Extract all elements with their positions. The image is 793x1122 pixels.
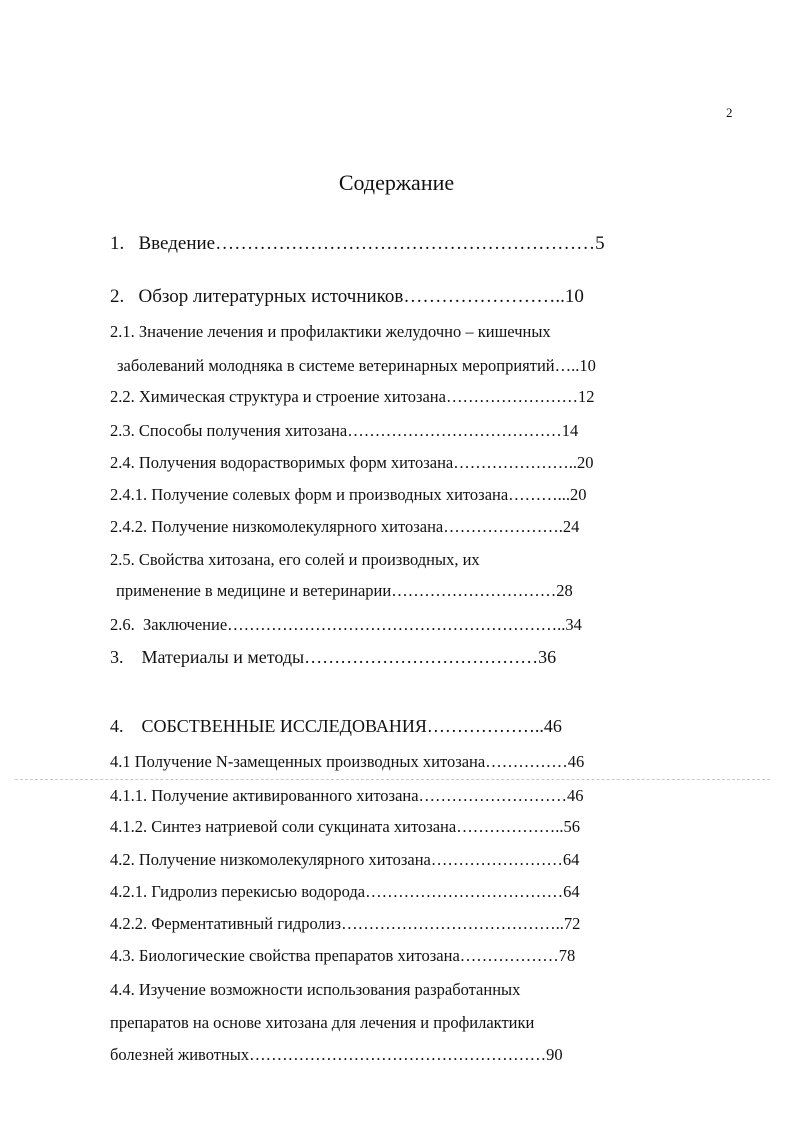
toc-entry: 2. Обзор литературных источников……………………..10 (110, 286, 584, 307)
toc-entry: 3. Материалы и методы…………………………………36 (110, 647, 557, 667)
toc-entry-continuation: заболеваний молодняка в системе ветеринарных мероприятий…..10 (117, 356, 596, 375)
toc-entry: 4.1.2. Синтез натриевой соли сукцината хитозана………………..56 (110, 817, 580, 836)
toc-entry: 2.3. Способы получения хитозана…………………………………14 (110, 421, 579, 440)
toc-entry: 4.2. Получение низкомолекулярного хитозана……………………64 (110, 850, 580, 869)
toc-entry: 2.2. Химическая структура и строение хитозана……………………12 (110, 387, 595, 406)
toc-entry: 2.4.2. Получение низкомолекулярного хитозана………………….24 (110, 517, 580, 536)
toc-entry-continuation: болезней животных………………………………………………90 (110, 1045, 563, 1064)
toc-entry: 2.6. Заключение……………………………………………………..34 (110, 615, 582, 634)
toc-entry: 2.4.1. Получение солевых форм и производных хитозана………...20 (110, 485, 587, 504)
toc-entry: 4.1.1. Получение активированного хитозана………………………46 (110, 786, 584, 805)
toc-entry: 4.2.1. Гидролиз перекисью водорода………………………………64 (110, 882, 580, 901)
page-number: 2 (726, 105, 733, 120)
scan-artifact-line (15, 779, 770, 780)
toc-entry-continuation: применение в медицине и ветеринарии…………………………28 (116, 581, 573, 600)
toc-entry: 4.4. Изучение возможности использования разработанных (110, 980, 521, 999)
toc-entry: 2.1. Значение лечения и профилактики желудочно – кишечных (110, 322, 551, 341)
toc-entry: 1. Введение……………………………………………………5 (110, 233, 605, 254)
toc-entry: 4.1 Получение N-замещенных производных хитозана……………46 (110, 752, 585, 771)
toc-entry: 4.3. Биологические свойства препаратов хитозана………………78 (110, 946, 576, 965)
page-title: Содержание (338, 170, 455, 195)
toc-entry: 2.5. Свойства хитозана, его солей и производных, их (110, 550, 480, 569)
toc-entry: 4. СОБСТВЕННЫЕ ИССЛЕДОВАНИЯ………………..46 (110, 716, 562, 736)
toc-entry: 4.2.2. Ферментативный гидролиз…………………………………..72 (110, 914, 581, 933)
toc-entry-continuation: препаратов на основе хитозана для лечения и профилактики (110, 1013, 535, 1032)
toc-entry: 2.4. Получения водорастворимых форм хитозана…………………..20 (110, 453, 594, 472)
